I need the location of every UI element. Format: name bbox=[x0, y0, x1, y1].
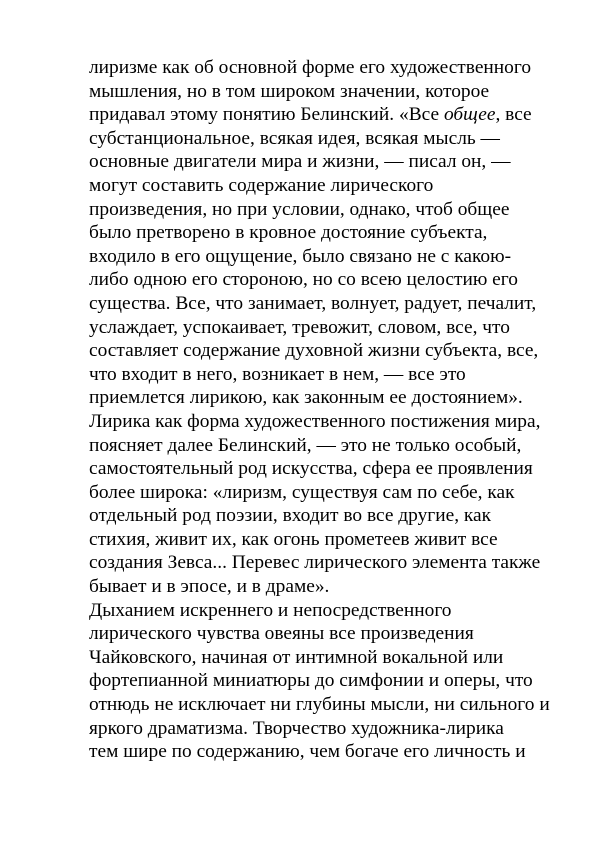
text-line-26: Чайковского, начиная от интимной вокальной или bbox=[89, 646, 504, 668]
body-text bbox=[89, 56, 549, 764]
text-line-30: тем шире по содержанию, чем богаче его личность и bbox=[89, 741, 526, 763]
text-line-20: отдельный род поэзии, входит во все другие, как bbox=[89, 505, 492, 527]
text-line-16: Лирика как форма художественного постижения мира, bbox=[89, 410, 541, 432]
text-line-18: самостоятельный род искусства, сфера ее проявления bbox=[89, 458, 533, 480]
text-line-12: услаждает, успокаивает, тревожит, словом, все, что bbox=[89, 316, 510, 338]
text-line-24: Дыханием искреннего и непосредственного bbox=[89, 599, 452, 621]
text-line-3-after: , все bbox=[495, 104, 532, 126]
italic-word-obshchee: общее bbox=[443, 104, 496, 126]
text-line-19: более широка: «лиризм, существуя сам по себе, как bbox=[89, 481, 515, 503]
text-line-9: входило в его ощущение, было связано не с какою- bbox=[89, 245, 512, 267]
text-line-23: бывает и в эпосе, и в драме». bbox=[89, 576, 330, 598]
text-line-13: составляет содержание духовной жизни субъекта, все, bbox=[89, 340, 539, 362]
text-line-6: могут составить содержание лирического bbox=[89, 174, 434, 196]
text-line-8: было претворено в кровное достояние субъекта, bbox=[89, 222, 488, 244]
text-line-22: создания Зевса... Перевес лирического элемента также bbox=[89, 552, 541, 574]
text-line-3-before: придавал этому понятию Белинский. «Все bbox=[89, 104, 444, 126]
text-line-27: фортепианной миниатюры до симфонии и оперы, что bbox=[89, 670, 533, 692]
text-line-25: лирического чувства овеяны все произведения bbox=[89, 623, 474, 645]
text-line-1: лиризме как об основной форме его художественного bbox=[89, 57, 532, 78]
text-line-14: что входит в него, возникает в нем, — все это bbox=[89, 363, 466, 385]
text-line-2: мышления, но в том широком значении, которое bbox=[89, 80, 490, 102]
text-line-3 bbox=[89, 103, 549, 127]
text-line-28: отнюдь не исключает ни глубины мысли, ни сильного и bbox=[89, 694, 550, 716]
text-line-7: произведения, но при условии, однако, чтоб общее bbox=[89, 198, 510, 220]
text-line-29: яркого драматизма. Творчество художника-лирика bbox=[89, 717, 504, 739]
text-line-5: основные двигатели мира и жизни, — писал он, — bbox=[89, 151, 511, 173]
text-line-15: приемлется лирикою, как законным ее достоянием». bbox=[89, 387, 523, 409]
text-line-17: поясняет далее Белинский, — это не только особый, bbox=[89, 434, 522, 456]
text-line-11: существа. Все, что занимает, волнует, радует, печалит, bbox=[89, 292, 537, 314]
text-line-4: субстанциональное, всякая идея, всякая мысль — bbox=[89, 127, 500, 149]
text-line-21: стихия, живит их, как огонь прометеев живит все bbox=[89, 528, 498, 550]
text-line-10: либо одною его стороною, но со всею целостию его bbox=[89, 269, 518, 291]
